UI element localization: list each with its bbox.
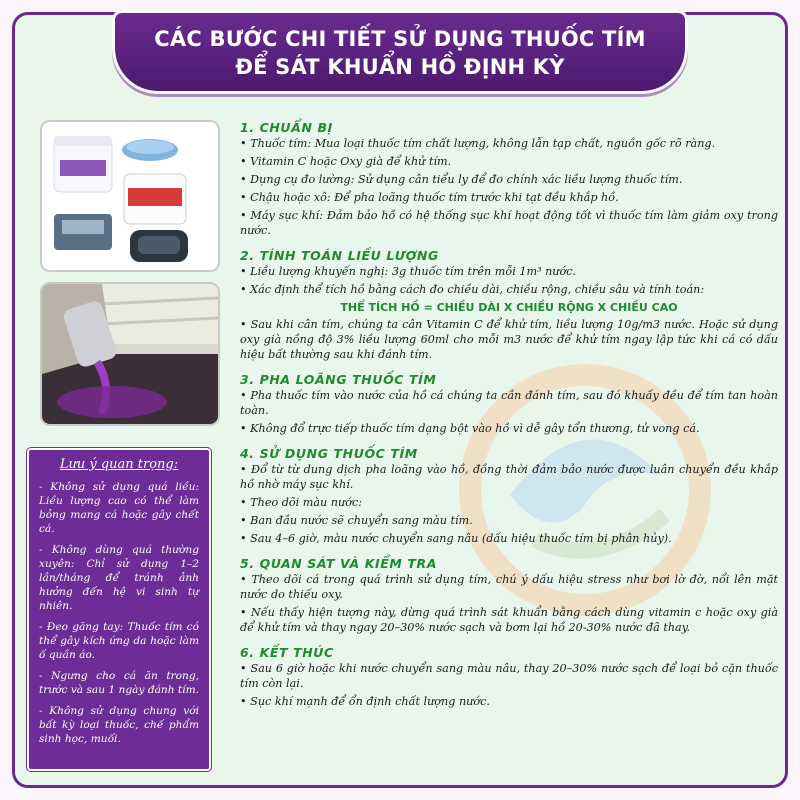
pond-photo (40, 282, 220, 426)
bullet: • Sục khí mạnh để ổn định chất lượng nước. (240, 695, 490, 708)
products-photo (40, 120, 220, 272)
main-content (240, 120, 778, 712)
volume-formula: THỂ TÍCH HỒ = CHIỀU DÀI X CHIỀU RỘNG X CHIỀU CAO (340, 301, 678, 314)
bullet: • Không đổ trực tiếp thuốc tím dạng bột vào hồ vì dễ gây tổn thương, tử vong cá. (240, 422, 700, 435)
section-title-use: 4. SỬ DỤNG THUỐC TÍM (240, 446, 418, 461)
note-item: - Đeo găng tay: Thuốc tím có thể gây kích ứng da hoặc làm ố quần áo. (39, 621, 199, 661)
note-item: - Không dùng quá thường xuyên: Chỉ sử dụng 1–2 lần/tháng để tránh ảnh hưởng đến hệ vi sinh tự nhiên. (39, 544, 199, 612)
bullet: • Đổ từ từ dung dịch pha loãng vào hồ, đồng thời đảm bảo nước được luân chuyển đều khắp hồ nhờ máy sục khí. (240, 463, 778, 491)
bullet: • Sau 4–6 giờ, màu nước chuyển sang nâu (dấu hiệu thuốc tím bị phân hủy). (240, 532, 672, 545)
title-banner (112, 10, 688, 94)
notes-title: Lưu ý quan trọng: (59, 457, 179, 472)
bullet: • Pha thuốc tím vào nước của hồ cá chúng ta cần đánh tím, sau đó khuấy đều để tím tan hoàn toàn. (240, 389, 778, 417)
section-title-finish: 6. KẾT THÚC (240, 645, 334, 660)
title-line-2: ĐỂ SÁT KHUẨN HỒ ĐỊNH KỲ (235, 55, 565, 79)
bullet: • Sau 6 giờ hoặc khi nước chuyển sang màu nâu, thay 20–30% nước sạch để loại bỏ cặn thuốc tím còn lại. (240, 662, 778, 690)
note-item: - Không sử dụng quá liều: Liều lượng cao có thể làm bỏng mang cá hoặc gây chết cá. (39, 481, 199, 535)
note-item: - Không sử dụng chung với bất kỳ loại thuốc, chế phẩm sinh học, muối. (39, 705, 199, 745)
section-title-prepare: 1. CHUẨN BỊ (240, 120, 333, 135)
bullet: • Liều lượng khuyến nghị: 3g thuốc tím trên mỗi 1m³ nước. (240, 265, 577, 278)
important-notes-box (27, 448, 211, 771)
bullet: • Xác định thể tích hồ bằng cách đo chiều dài, chiều rộng, chiều sâu và tính toán: (240, 283, 705, 296)
bullet: • Nếu thấy hiện tượng này, dừng quá trình sát khuẩn bằng cách dùng vitamin c hoặc oxy già để khử tím và thay ngay 20–30% nước sạch và bơm lại hồ 20-30% nước đã thay. (240, 606, 778, 634)
bullet: • Máy sục khí: Đảm bảo hồ có hệ thống sục khí hoạt động tốt vì thuốc tím làm giảm oxy trong nước. (240, 209, 778, 237)
note-item: - Ngưng cho cá ăn trong, trước và sau 1 ngày đánh tím. (39, 670, 199, 696)
bullet: • Sau khi cân tím, chúng ta cân Vitamin C để khử tím, liều lượng 10g/m3 nước. Hoặc sử dụng oxy già nồng độ 3% liều lượng 60ml cho mỗi m3 nước để khử tím ngay lập tức khi cá có dấu hiệu bất thường sau khi đánh tím. (240, 318, 778, 361)
bullet: • Ban đầu nước sẽ chuyển sang màu tím. (240, 514, 473, 527)
bullet: • Dụng cụ đo lường: Sử dụng cân tiểu ly để đo chính xác liều lượng thuốc tím. (240, 173, 683, 186)
section-title-monitor: 5. QUAN SÁT VÀ KIỂM TRA (240, 556, 438, 571)
bullet: • Chậu hoặc xô: Để pha loãng thuốc tím trước khi tạt đều khắp hồ. (240, 191, 619, 204)
section-title-dilute: 3. PHA LOÃNG THUỐC TÍM (240, 372, 437, 387)
bullet: • Theo dõi màu nước: (240, 496, 362, 509)
title-line-1: CÁC BƯỚC CHI TIẾT SỬ DỤNG THUỐC TÍM (154, 27, 646, 51)
section-title-dosage: 2. TÍNH TOÁN LIỀU LƯỢNG (240, 248, 439, 263)
bullet: • Vitamin C hoặc Oxy già để khử tím. (240, 155, 452, 168)
bullet: • Theo dõi cá trong quá trình sử dụng tím, chú ý dấu hiệu stress như bơi lờ đờ, nổi lên mặt nước do thiếu oxy. (240, 573, 778, 601)
bullet: • Thuốc tím: Mua loại thuốc tím chất lượng, không lẫn tạp chất, nguồn gốc rõ ràng. (240, 137, 716, 150)
